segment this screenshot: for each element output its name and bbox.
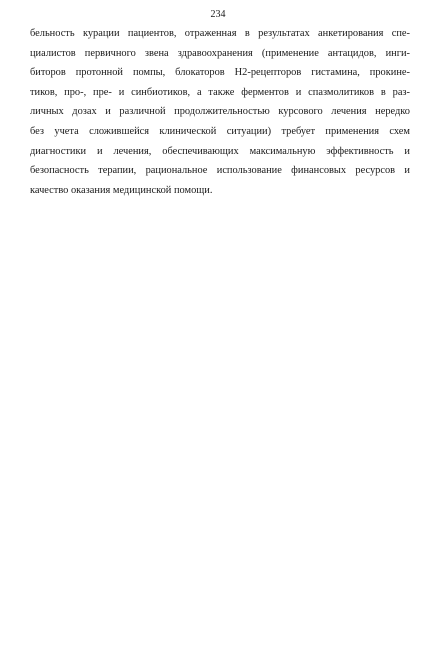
text-line: циалистов первичного звена здравоохранения (применение антацидов, инги- xyxy=(30,47,410,59)
body-paragraph xyxy=(30,24,410,200)
text-line: безопасность терапии, рациональное использование финансовых ресурсов и xyxy=(30,165,410,177)
page-number: 234 xyxy=(210,9,226,20)
text-line: биторов протонной помпы, блокаторов Н2-рецепторов гистамина, прокине- xyxy=(30,67,410,79)
text-line: без учета сложившейся клинической ситуации) требует применения схем xyxy=(30,125,410,137)
text-line: диагностики и лечения, обеспечивающих максимальную эффективность и xyxy=(30,145,410,157)
text-line: личных дозах и различной продолжительностью курсового лечения нередко xyxy=(30,106,410,118)
text-line: бельность курации пациентов, отраженная в результатах анкетирования спе- xyxy=(30,28,410,39)
text-line: тиков, про-, пре- и синбиотиков, а также ферментов и спазмолитиков в раз- xyxy=(30,86,410,98)
text-line-last: качество оказания медицинской помощи. xyxy=(30,184,213,196)
